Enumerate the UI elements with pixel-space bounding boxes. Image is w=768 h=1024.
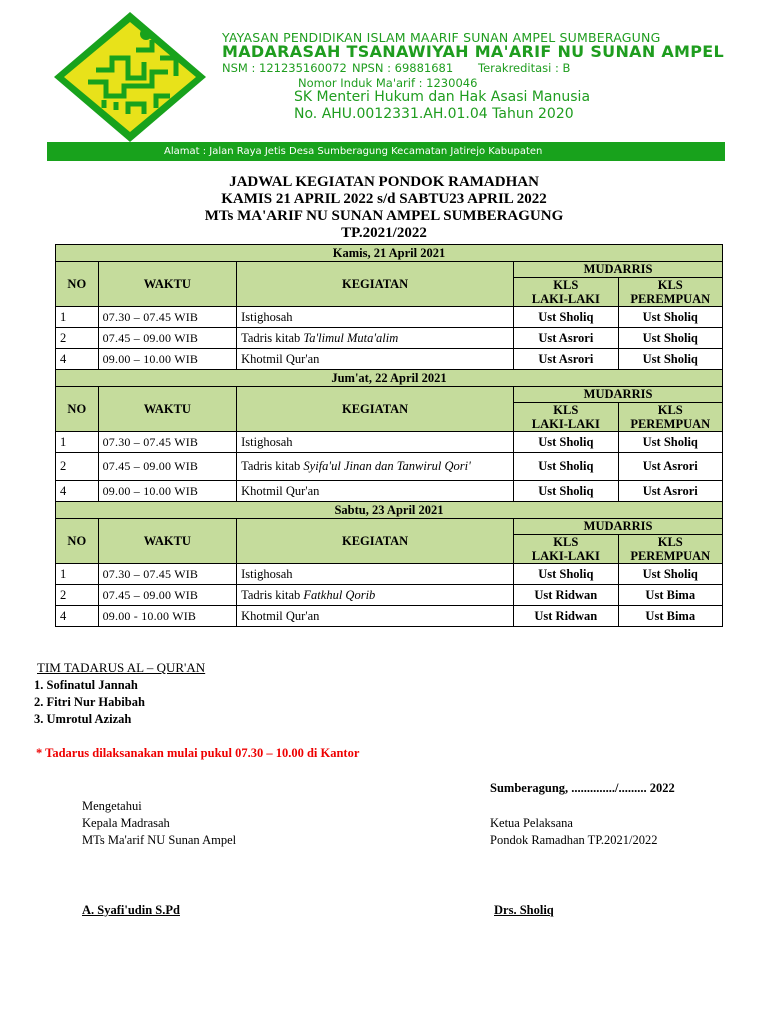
- day-label: Kamis, 21 April 2021: [56, 245, 723, 262]
- row-no: 2: [56, 328, 99, 349]
- col-kegiatan: KEGIATAN: [237, 387, 514, 432]
- day-label: Jum'at, 22 April 2021: [56, 370, 723, 387]
- col-kls-laki: KLS LAKI-LAKI: [514, 278, 618, 307]
- row-no: 2: [56, 585, 99, 606]
- row-waktu: 09.00 - 10.00 WIB: [98, 606, 237, 627]
- col-kegiatan: KEGIATAN: [237, 262, 514, 307]
- day-row: [56, 370, 723, 387]
- col-mudarris: MUDARRIS: [514, 387, 723, 403]
- row-no: 1: [56, 564, 99, 585]
- row-perempuan: Ust Sholiq: [618, 349, 722, 370]
- tadarus-title: TIM TADARUS AL – QUR'AN: [37, 660, 206, 675]
- tadarus-member: 2. Fitri Nur Habibah: [34, 695, 145, 709]
- col-no: NO: [56, 262, 99, 307]
- row-no: 4: [56, 349, 99, 370]
- nsm: NSM : 121235160072: [222, 61, 347, 75]
- school-ids: [222, 61, 570, 75]
- tadarus-note: * Tadarus dilaksanakan mulai pukul 07.30 – 10.00 di Kantor: [36, 746, 360, 760]
- col-waktu: WAKTU: [98, 387, 237, 432]
- col-kls-perempuan: KLS PEREMPUAN: [618, 403, 722, 432]
- header-row: [56, 387, 723, 403]
- col-mudarris: MUDARRIS: [514, 519, 723, 535]
- row-perempuan: Ust Asrori: [618, 481, 722, 502]
- doc-title-2: KAMIS 21 APRIL 2022 s/d SABTU23 APRIL 2022: [221, 191, 547, 207]
- row-waktu: 07.45 – 09.00 WIB: [98, 585, 237, 606]
- row-laki: Ust Asrori: [514, 349, 618, 370]
- col-kegiatan: KEGIATAN: [237, 519, 514, 564]
- table-row: [56, 328, 723, 349]
- col-kls-laki: KLS LAKI-LAKI: [514, 535, 618, 564]
- maarif-number: Nomor Induk Ma'arif : 1230046: [298, 76, 478, 90]
- sig-right-line1: Ketua Pelaksana: [490, 816, 573, 830]
- row-laki: Ust Ridwan: [514, 585, 618, 606]
- row-no: 4: [56, 481, 99, 502]
- row-laki: Ust Sholiq: [514, 564, 618, 585]
- row-waktu: 07.45 – 09.00 WIB: [98, 453, 237, 481]
- col-kls-laki: KLS LAKI-LAKI: [514, 403, 618, 432]
- row-kegiatan: Tadris kitab Fatkhul Qorib: [237, 585, 514, 606]
- row-waktu: 07.30 – 07.45 WIB: [98, 432, 237, 453]
- doc-title-1: JADWAL KEGIATAN PONDOK RAMADHAN: [229, 174, 539, 190]
- foundation-name: YAYASAN PENDIDIKAN ISLAM MAARIF SUNAN AMPEL SUMBERAGUNG: [222, 30, 661, 45]
- table-row: [56, 349, 723, 370]
- header-row: [56, 519, 723, 535]
- row-waktu: 09.00 – 10.00 WIB: [98, 481, 237, 502]
- col-waktu: WAKTU: [98, 262, 237, 307]
- row-no: 4: [56, 606, 99, 627]
- row-kegiatan: Istighosah: [237, 432, 514, 453]
- place-date: Sumberagung, ............../......... 2022: [490, 781, 675, 795]
- day-row: [56, 502, 723, 519]
- table-row: [56, 585, 723, 606]
- sig-left-line1: Mengetahui: [82, 799, 142, 813]
- col-mudarris: MUDARRIS: [514, 262, 723, 278]
- schedule-table: [55, 244, 723, 627]
- table-row: [56, 564, 723, 585]
- row-perempuan: Ust Sholiq: [618, 328, 722, 349]
- table-row: [56, 606, 723, 627]
- row-perempuan: Ust Asrori: [618, 453, 722, 481]
- npsn: NPSN : 69881681: [352, 61, 454, 75]
- col-kls-perempuan: KLS PEREMPUAN: [618, 278, 722, 307]
- row-waktu: 09.00 – 10.00 WIB: [98, 349, 237, 370]
- tadarus-member: 3. Umrotul Azizah: [34, 712, 132, 726]
- sig-left-line3: MTs Ma'arif NU Sunan Ampel: [82, 833, 237, 847]
- row-kegiatan: Tadris kitab Ta'limul Muta'alim: [237, 328, 514, 349]
- row-perempuan: Ust Bima: [618, 606, 722, 627]
- doc-title-4: TP.2021/2022: [341, 225, 427, 241]
- row-kegiatan: Khotmil Qur'an: [237, 349, 514, 370]
- sig-left-name: A. Syafi'udin S.Pd: [82, 903, 180, 917]
- row-kegiatan: Istighosah: [237, 564, 514, 585]
- sig-right-name: Drs. Sholiq: [494, 903, 554, 917]
- tadarus-member: 1. Sofinatul Jannah: [34, 678, 138, 692]
- row-no: 1: [56, 432, 99, 453]
- sig-left-line2: Kepala Madrasah: [82, 816, 170, 830]
- row-perempuan: Ust Sholiq: [618, 564, 722, 585]
- row-waktu: 07.30 – 07.45 WIB: [98, 564, 237, 585]
- row-no: 2: [56, 453, 99, 481]
- address-bar: Alamat : Jalan Raya Jetis Desa Sumberagung Kecamatan Jatirejo Kabupaten: [47, 142, 725, 161]
- col-waktu: WAKTU: [98, 519, 237, 564]
- row-waktu: 07.30 – 07.45 WIB: [98, 307, 237, 328]
- row-laki: Ust Asrori: [514, 328, 618, 349]
- table-row: [56, 481, 723, 502]
- row-perempuan: Ust Sholiq: [618, 307, 722, 328]
- accreditation: Terakreditasi : B: [478, 61, 571, 75]
- row-perempuan: Ust Bima: [618, 585, 722, 606]
- school-name: MADARASAH TSANAWIYAH MA'ARIF NU SUNAN AMPEL: [222, 42, 725, 61]
- row-perempuan: Ust Sholiq: [618, 432, 722, 453]
- table-row: [56, 432, 723, 453]
- col-no: NO: [56, 387, 99, 432]
- row-kegiatan: Istighosah: [237, 307, 514, 328]
- day-row: [56, 245, 723, 262]
- table-row: [56, 307, 723, 328]
- doc-title-3: MTs MA'ARIF NU SUNAN AMPEL SUMBERAGUNG: [204, 208, 564, 224]
- sig-right-line2: Pondok Ramadhan TP.2021/2022: [490, 833, 658, 847]
- row-laki: Ust Ridwan: [514, 606, 618, 627]
- day-label: Sabtu, 23 April 2021: [56, 502, 723, 519]
- row-laki: Ust Sholiq: [514, 307, 618, 328]
- row-no: 1: [56, 307, 99, 328]
- col-no: NO: [56, 519, 99, 564]
- header-row: [56, 262, 723, 278]
- school-logo: [52, 10, 208, 144]
- row-kegiatan: Tadris kitab Syifa'ul Jinan dan Tanwirul Qori': [237, 453, 514, 481]
- sk-line2: No. AHU.0012331.AH.01.04 Tahun 2020: [294, 106, 574, 122]
- row-kegiatan: Khotmil Qur'an: [237, 606, 514, 627]
- row-kegiatan: Khotmil Qur'an: [237, 481, 514, 502]
- col-kls-perempuan: KLS PEREMPUAN: [618, 535, 722, 564]
- row-laki: Ust Sholiq: [514, 453, 618, 481]
- row-laki: Ust Sholiq: [514, 481, 618, 502]
- row-laki: Ust Sholiq: [514, 432, 618, 453]
- table-row: [56, 453, 723, 481]
- row-waktu: 07.45 – 09.00 WIB: [98, 328, 237, 349]
- sk-line1: SK Menteri Hukum dan Hak Asasi Manusia: [294, 89, 591, 105]
